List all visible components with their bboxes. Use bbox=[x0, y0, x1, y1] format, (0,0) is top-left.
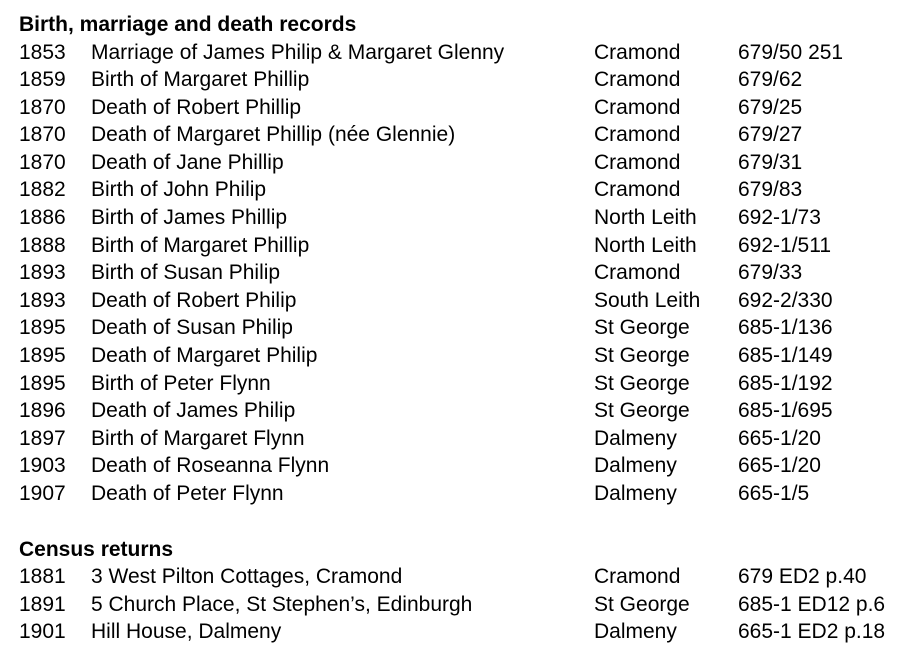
census-reference: 685-1 ED12 p.6 bbox=[738, 592, 886, 616]
census-year: 1881 bbox=[19, 565, 66, 588]
record-event: Death of Peter Flynn bbox=[91, 482, 284, 505]
census-reference: 679 ED2 p.40 bbox=[738, 565, 867, 588]
record-reference: 679/25 bbox=[738, 95, 803, 119]
record-year: 1853 bbox=[19, 40, 66, 64]
section-heading-bmd: Birth, marriage and death records bbox=[19, 13, 357, 36]
record-event: Death of Roseanna Flynn bbox=[91, 454, 330, 478]
record-event: Marriage of James Philip & Margaret Glenny bbox=[91, 40, 505, 64]
census-reference: 665-1 ED2 p.18 bbox=[738, 620, 886, 644]
record-place: Cramond bbox=[594, 178, 681, 202]
record-place: North Leith bbox=[594, 233, 697, 257]
record-event: Death of Jane Phillip bbox=[91, 150, 284, 174]
record-reference: 692-1/73 bbox=[738, 206, 821, 230]
record-year: 1886 bbox=[19, 206, 66, 230]
record-reference: 679/83 bbox=[738, 178, 803, 202]
record-event: Birth of Susan Philip bbox=[91, 261, 281, 285]
record-place: St George bbox=[594, 344, 690, 368]
bmd-records-list bbox=[0, 39, 922, 508]
record-event: Birth of Peter Flynn bbox=[91, 371, 271, 395]
record-place: Dalmeny bbox=[594, 454, 677, 478]
record-year: 1903 bbox=[19, 454, 66, 478]
census-place: Cramond bbox=[594, 565, 681, 588]
record-place: St George bbox=[594, 371, 690, 395]
census-row bbox=[0, 618, 922, 646]
record-event: Death of Robert Phillip bbox=[91, 95, 302, 119]
record-row bbox=[0, 480, 922, 508]
record-row bbox=[0, 287, 922, 315]
record-reference: 692-2/330 bbox=[738, 288, 833, 312]
record-year: 1888 bbox=[19, 233, 66, 257]
record-event: Death of James Philip bbox=[91, 399, 296, 423]
record-row bbox=[0, 66, 922, 94]
record-row bbox=[0, 39, 922, 67]
record-year: 1907 bbox=[19, 482, 66, 505]
census-address: 3 West Pilton Cottages, Cramond bbox=[91, 565, 403, 588]
record-event: Death of Margaret Philip bbox=[91, 344, 318, 368]
record-event: Death of Robert Philip bbox=[91, 288, 297, 312]
record-event: Birth of James Phillip bbox=[91, 206, 288, 230]
record-year: 1882 bbox=[19, 178, 66, 202]
census-address: Hill House, Dalmeny bbox=[91, 620, 282, 644]
record-place: South Leith bbox=[594, 288, 701, 312]
record-year: 1893 bbox=[19, 261, 66, 285]
record-row bbox=[0, 94, 922, 122]
record-place: North Leith bbox=[594, 206, 697, 230]
census-place: Dalmeny bbox=[594, 620, 677, 644]
record-place: Dalmeny bbox=[594, 426, 677, 450]
record-year: 1870 bbox=[19, 150, 66, 174]
record-row bbox=[0, 176, 922, 204]
record-reference: 679/62 bbox=[738, 68, 803, 92]
census-row bbox=[0, 563, 922, 591]
record-reference: 685-1/695 bbox=[738, 399, 833, 423]
record-year: 1895 bbox=[19, 344, 66, 368]
record-event: Birth of Margaret Phillip bbox=[91, 233, 310, 257]
record-year: 1897 bbox=[19, 426, 66, 450]
record-place: Dalmeny bbox=[594, 482, 677, 505]
record-place: Cramond bbox=[594, 68, 681, 92]
record-reference: 665-1/20 bbox=[738, 454, 821, 478]
record-reference: 679/31 bbox=[738, 150, 803, 174]
record-reference: 685-1/149 bbox=[738, 344, 833, 368]
record-year: 1870 bbox=[19, 95, 66, 119]
record-row bbox=[0, 259, 922, 287]
record-place: Cramond bbox=[594, 95, 681, 119]
record-year: 1859 bbox=[19, 68, 66, 92]
census-row bbox=[0, 591, 922, 619]
record-reference: 679/50 251 bbox=[738, 40, 844, 64]
census-place: St George bbox=[594, 592, 690, 616]
record-row bbox=[0, 232, 922, 260]
record-event: Death of Margaret Phillip (née Glennie) bbox=[91, 123, 456, 147]
record-year: 1870 bbox=[19, 123, 66, 147]
record-year: 1895 bbox=[19, 371, 66, 395]
record-row bbox=[0, 425, 922, 453]
record-year: 1895 bbox=[19, 316, 66, 340]
record-place: Cramond bbox=[594, 261, 681, 285]
record-row bbox=[0, 397, 922, 425]
census-year: 1901 bbox=[19, 620, 66, 644]
section-heading-census: Census returns bbox=[19, 538, 174, 561]
record-place: Cramond bbox=[594, 123, 681, 147]
record-event: Death of Susan Philip bbox=[91, 316, 293, 340]
record-row bbox=[0, 342, 922, 370]
census-year: 1891 bbox=[19, 592, 66, 616]
record-row bbox=[0, 204, 922, 232]
record-event: Birth of Margaret Flynn bbox=[91, 426, 305, 450]
census-address: 5 Church Place, St Stephen’s, Edinburgh bbox=[91, 592, 473, 616]
census-records-list bbox=[0, 563, 922, 646]
record-place: Cramond bbox=[594, 150, 681, 174]
record-year: 1896 bbox=[19, 399, 66, 423]
record-place: St George bbox=[594, 316, 690, 340]
record-place: St George bbox=[594, 399, 690, 423]
record-reference: 692-1/511 bbox=[738, 233, 832, 257]
record-reference: 665-1/20 bbox=[738, 426, 821, 450]
record-reference: 685-1/192 bbox=[738, 371, 833, 395]
record-event: Birth of Margaret Phillip bbox=[91, 68, 310, 92]
record-event: Birth of John Philip bbox=[91, 178, 267, 202]
record-row bbox=[0, 121, 922, 149]
record-reference: 665-1/5 bbox=[738, 482, 810, 505]
record-place: Cramond bbox=[594, 40, 681, 64]
record-reference: 685-1/136 bbox=[738, 316, 833, 340]
record-reference: 679/33 bbox=[738, 261, 803, 285]
record-year: 1893 bbox=[19, 288, 66, 312]
record-row bbox=[0, 370, 922, 398]
record-row bbox=[0, 314, 922, 342]
record-row bbox=[0, 452, 922, 480]
record-row bbox=[0, 149, 922, 177]
record-reference: 679/27 bbox=[738, 123, 803, 147]
